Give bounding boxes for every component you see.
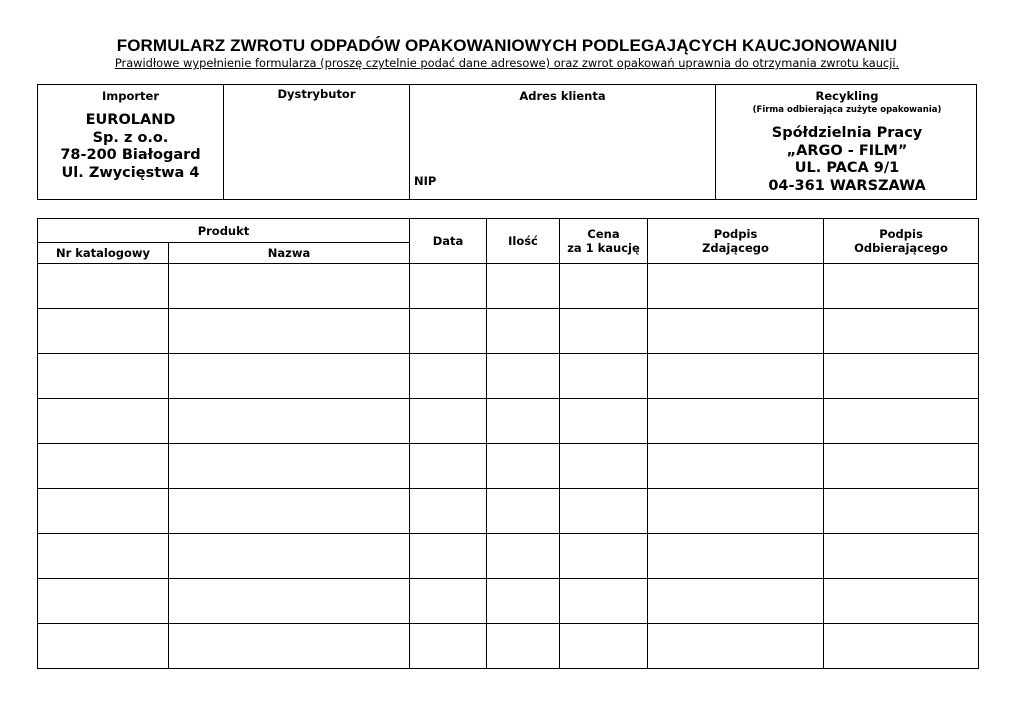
table-row	[38, 354, 979, 399]
table-row	[38, 264, 979, 309]
table-row	[38, 534, 979, 579]
receiver-signature-cell[interactable]	[824, 399, 979, 444]
recycling-cell	[716, 85, 978, 199]
giver-signature-cell[interactable]	[648, 444, 824, 489]
catalog-number-cell[interactable]	[38, 624, 169, 669]
giver-signature-line: Zdającego	[702, 241, 769, 255]
quantity-cell[interactable]	[487, 579, 560, 624]
catalog-number-cell[interactable]	[38, 354, 169, 399]
name-cell[interactable]	[169, 309, 410, 354]
giver-signature-cell[interactable]	[648, 264, 824, 309]
importer-cell	[38, 85, 224, 199]
catalog-number-cell[interactable]	[38, 534, 169, 579]
date-header: Data	[410, 219, 487, 264]
receiver-signature-cell[interactable]	[824, 624, 979, 669]
price-cell[interactable]	[560, 264, 648, 309]
quantity-cell[interactable]	[487, 354, 560, 399]
name-cell[interactable]	[169, 489, 410, 534]
price-cell[interactable]	[560, 444, 648, 489]
receiver-signature-cell[interactable]	[824, 489, 979, 534]
recycling-line: 04-361 WARSZAWA	[768, 177, 926, 194]
catalog-number-cell[interactable]	[38, 264, 169, 309]
table-row	[38, 309, 979, 354]
form-subtitle: Prawidłowe wypełnienie formularza (proszę czytelnie podać dane adresowe) oraz zwrot opakowań uprawnia do otrzymania zwrotu kaucji.	[114, 56, 900, 70]
price-cell[interactable]	[560, 534, 648, 579]
giver-signature-cell[interactable]	[648, 354, 824, 399]
recycling-note: (Firma odbierająca zużyte opakowania)	[752, 105, 942, 115]
date-cell[interactable]	[410, 354, 487, 399]
giver-signature-header	[648, 219, 824, 264]
receiver-signature-cell[interactable]	[824, 534, 979, 579]
quantity-cell[interactable]	[487, 399, 560, 444]
catalog-number-header: Nr katalogowy	[38, 243, 169, 264]
giver-signature-cell[interactable]	[648, 399, 824, 444]
name-cell[interactable]	[169, 534, 410, 579]
date-cell[interactable]	[410, 489, 487, 534]
price-cell[interactable]	[560, 489, 648, 534]
client-address-label: Adres klienta	[519, 89, 606, 103]
quantity-cell[interactable]	[487, 489, 560, 534]
recycling-line: UL. PACA 9/1	[794, 160, 900, 176]
table-row	[38, 399, 979, 444]
name-header: Nazwa	[169, 243, 410, 264]
quantity-cell[interactable]	[487, 309, 560, 354]
recycling-line: Spółdzielnia Pracy	[771, 125, 923, 141]
receiver-signature-header	[824, 219, 979, 264]
giver-signature-cell[interactable]	[648, 309, 824, 354]
giver-signature-line: Podpis	[713, 227, 758, 241]
date-cell[interactable]	[410, 309, 487, 354]
importer-line: 78-200 Białogard	[60, 147, 201, 163]
price-header	[560, 219, 648, 264]
table-row	[38, 444, 979, 489]
price-header-line: Cena	[587, 227, 620, 241]
receiver-signature-cell[interactable]	[824, 309, 979, 354]
product-group-header: Produkt	[38, 219, 410, 243]
name-cell[interactable]	[169, 624, 410, 669]
name-cell[interactable]	[169, 399, 410, 444]
price-cell[interactable]	[560, 624, 648, 669]
distributor-cell[interactable]	[224, 85, 410, 199]
catalog-number-cell[interactable]	[38, 399, 169, 444]
quantity-header: Ilość	[487, 219, 560, 264]
receiver-signature-cell[interactable]	[824, 264, 979, 309]
recycling-line: „ARGO - FILM”	[786, 142, 908, 159]
receiver-signature-line: Odbierającego	[854, 241, 948, 255]
quantity-cell[interactable]	[487, 264, 560, 309]
catalog-number-cell[interactable]	[38, 444, 169, 489]
returns-table	[37, 218, 979, 669]
receiver-signature-cell[interactable]	[824, 354, 979, 399]
name-cell[interactable]	[169, 579, 410, 624]
table-row	[38, 624, 979, 669]
price-cell[interactable]	[560, 399, 648, 444]
date-cell[interactable]	[410, 624, 487, 669]
giver-signature-cell[interactable]	[648, 534, 824, 579]
client-address-cell[interactable]	[410, 85, 716, 199]
giver-signature-cell[interactable]	[648, 489, 824, 534]
date-cell[interactable]	[410, 264, 487, 309]
table-row	[38, 579, 979, 624]
giver-signature-cell[interactable]	[648, 579, 824, 624]
giver-signature-cell[interactable]	[648, 624, 824, 669]
importer-line: Sp. z o.o.	[92, 129, 169, 146]
receiver-signature-cell[interactable]	[824, 579, 979, 624]
quantity-cell[interactable]	[487, 624, 560, 669]
name-cell[interactable]	[169, 264, 410, 309]
catalog-number-cell[interactable]	[38, 579, 169, 624]
catalog-number-cell[interactable]	[38, 489, 169, 534]
receiver-signature-cell[interactable]	[824, 444, 979, 489]
price-header-line: za 1 kaucję	[567, 241, 640, 255]
header-box	[37, 84, 977, 200]
receiver-signature-line: Podpis	[879, 227, 923, 241]
distributor-label: Dystrybutor	[277, 87, 356, 101]
table-row	[38, 489, 979, 534]
nip-label: NIP	[414, 174, 437, 188]
importer-line: Ul. Zwycięstwa 4	[61, 164, 200, 181]
importer-line: EUROLAND	[85, 112, 176, 128]
name-cell[interactable]	[169, 444, 410, 489]
date-cell[interactable]	[410, 399, 487, 444]
price-cell[interactable]	[560, 354, 648, 399]
table-body	[38, 264, 979, 669]
form-title: FORMULARZ ZWROTU ODPADÓW OPAKOWANIOWYCH PODLEGAJĄCYCH KAUCJONOWANIU	[116, 36, 898, 55]
catalog-number-cell[interactable]	[38, 309, 169, 354]
price-cell[interactable]	[560, 309, 648, 354]
date-cell[interactable]	[410, 579, 487, 624]
importer-label: Importer	[101, 89, 160, 103]
date-cell[interactable]	[410, 444, 487, 489]
quantity-cell[interactable]	[487, 444, 560, 489]
name-cell[interactable]	[169, 354, 410, 399]
date-cell[interactable]	[410, 534, 487, 579]
price-cell[interactable]	[560, 579, 648, 624]
recycling-label: Recykling	[815, 89, 879, 103]
quantity-cell[interactable]	[487, 534, 560, 579]
